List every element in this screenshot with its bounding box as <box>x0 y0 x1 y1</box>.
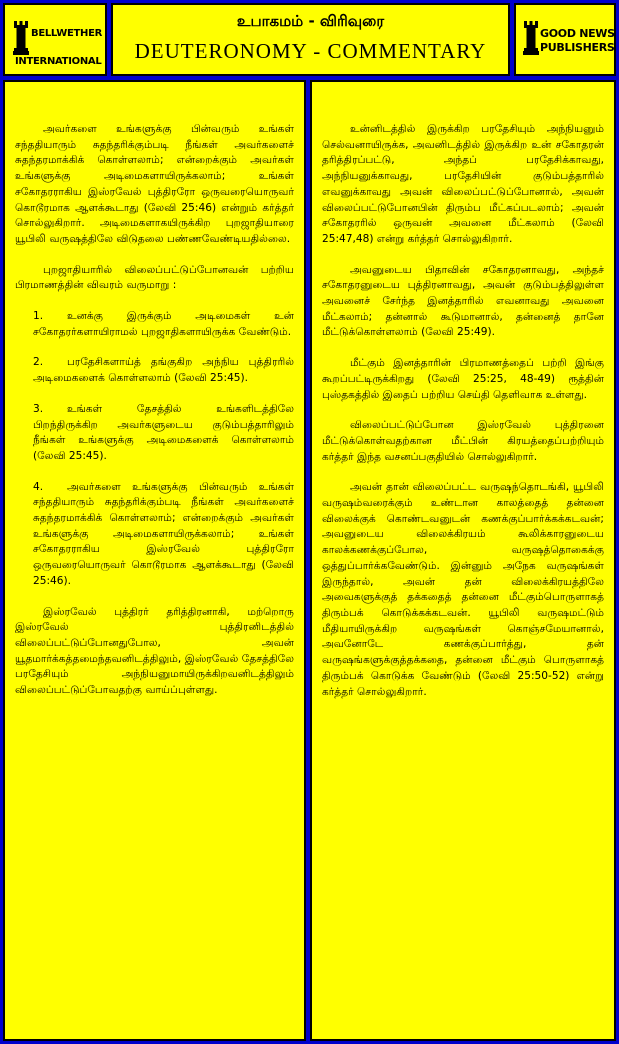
paragraph: உன்னிடத்தில் இருக்கிற பரதேசியும் அந்நியனும் செல்வனாயிருக்க, அவனிடத்தில் இருக்கிற உன் சகோதரன் தரித்திரப்பட்டு, அந்தப் பரதேசிக்காவது, அந்நியனுக்காவது, பரதேசியின் குடும்பத்தாரில் எவனுக்காவது அவன் விலைப்பட்டுப்போனால், அவன் விலைப்பட்டுபோனபின் திரும்ப மீட்கப்படலாம்; அவன் சகோதரரில் ஒருவன் அவனை மீட்கலாம் (லேவி 25:47,48) என்று கர்த்தர் சொல்லுகிறார். <box>322 123 604 245</box>
paragraph: இஸ்ரவேல் புத்திரர் தரித்திரனாகி, மற்றொரு இஸ்ரவேல் புத்திரனிடத்தில் விலைப்பட்டுப்போனதுபோல, அவன் யூதமார்க்கத்தமைந்தவனிடத்திலும், இஸ்ரவேல் தேசத்திலே பரதேசியும் அந்நியனுமாயிருக்கிறவனிடத்திலும் விலைப்பட்டுப்போவதற்கு வாய்ப்புள்ளது. <box>15 605 294 697</box>
right-column <box>310 80 616 1041</box>
title-banner <box>111 3 510 76</box>
list-item <box>15 480 294 590</box>
list-number: 1. <box>33 310 44 323</box>
left-column <box>3 80 306 1041</box>
list-text: அவர்களை உங்களுக்கு பின்வரும் உங்கள் சந்ததியாரும் சுதந்தரிக்கும்படி நீங்கள் அவர்களைச் சுதந்தரமாக்கிக் கொள்ளலாம்; என்றைக்கும் அவர்கள் உங்களுக்கு அடிமைகளாயிருக்கலாம்; உங்கள் சகோதரராகிய இஸ்ரவேல் புத்திரரோ ஒருவரையொருவர் கொடூரமாக ஆளக்கூடாது (லேவி 25:46). <box>33 480 294 587</box>
bellwether-logo <box>3 3 107 76</box>
right-column-text <box>322 122 604 715</box>
paragraph: மீட்கும் இனத்தாரின் பிரமாணத்தைப் பற்றி இங்கு கூறப்பட்டிருக்கிறது (லேவி 25:25, 48-49) ரூத்தின் புஸ்தகத்தில் இதைப் பற்றிய செய்தி தெளிவாக உள்ளது. <box>322 357 604 401</box>
list-number: 3. <box>33 402 44 415</box>
good-news-logo <box>514 3 616 76</box>
list-number: 2. <box>33 356 44 369</box>
page-title-tamil: உபாகமம் - விரிவுரை <box>236 12 385 30</box>
logo-line-2: PUBLISHERS <box>540 41 615 54</box>
chess-rook-icon <box>13 21 29 55</box>
page-title-english: DEUTERONOMY - COMMENTARY <box>134 39 487 63</box>
logo-line-1: GOOD NEWS <box>540 27 615 40</box>
list-text: பரதேசிகளாய்த் தங்குகிற அந்நிய புத்திரரில் அடிமைகளைக் கொள்ளலாம் (லேவி 25:45). <box>33 356 294 385</box>
left-column-text <box>15 122 294 714</box>
list-text: உங்கள் தேசத்தில் உங்களிடத்திலே பிறந்திருக்கிற அவர்களுடைய குடும்பத்தாரிலும் நீங்கள் உங்களுக்கு அடிமைகளைக் கொள்ளலாம் (லேவி 25:45). <box>33 402 294 462</box>
logo-line-1: BELLWETHER <box>31 28 103 39</box>
paragraph: அவர்களை உங்களுக்கு பின்வரும் உங்கள் சந்ததியாரும் சுதந்தரிக்கும்படி நீங்கள் அவர்களைச் சுதந்தரமாக்கிக் கொள்ளலாம்; என்றைக்கும் அவர்கள் உங்களுக்கு அடிமைகளாயிருக்கலாம்; உங்கள் சகோதரராகிய இஸ்ரவேல் புத்திரரோ ஒருவரையொருவர் கொடூரமாக ஆளக்கூடாது (லேவி 25:46) என்றும் கர்த்தர் சொல்லுகிறார். அடிமைகளாகயிருக்கிற புறஜாதியாரை யூபிலி வருஷத்திலே விடுதலை பண்ணவேண்டியதில்லை. <box>15 123 294 245</box>
chess-rook-icon <box>523 21 539 55</box>
paragraph: அவனுடைய பிதாவின் சகோதரனாவது, அந்தச் சகோதரனுடைய புத்திரனாவது, அவன் குடும்பத்திலுள்ள அவனைச் சேர்ந்த இனத்தாரில் எவனாவது அவனை மீட்கலாம்; தன்னால் கூடுமானால், தன்னைத் தானே மீட்டுக்கொள்ளலாம் (லேவி 25:49). <box>322 263 604 339</box>
list-item <box>15 355 294 386</box>
paragraph: புறஜாதியாரில் விலைப்பட்டுப்போனவன் பற்றிய பிரமாணத்தின் விவரம் வருமாறு : <box>15 263 294 292</box>
paragraph: அவன் தான் விலைப்பட்ட வருஷந்தொடங்கி, யூபிலி வருஷம்வரைக்கும் உண்டான காலத்தைத் தன்னை விலைக்குக் கொண்டவனுடன் கணக்குப்பார்க்கக்கடவன்; அவனுடைய விலைக்கிரயம் கூலிக்காரனுடைய காலக்கணக்குப்போல, வருஷத்தொகைக்கு ஒத்துப்பார்க்கவேண்டும். இன்னும் அநேக வருஷங்கள் இருந்தால், அவன் தன் விலைக்கிரயத்திலே அவைகளுக்குத் தக்கதைத் தன்னை மீட்கும்பொருளாகத் திரும்பக் கொடுக்கக்கடவன். யூபிலி வருஷமட்டும் மீதியாயிருக்கிற வருஷங்கள் கொஞ்சமேயானால், அவனோடே கணக்குப்பார்த்து, தன் வருஷங்களுக்குத்தக்கதை, தன்னை மீட்கும் பொருளாகத் திரும்பக் கொடுக்க வேண்டும் (லேவி 25:50-52) என்று கர்த்தர் சொல்லுகிறார். <box>322 481 604 698</box>
list-text: உனக்கு இருக்கும் அடிமைகள் உன் சகோதரர்களாயிராமல் புறஜாதிகளாயிருக்க வேண்டும். <box>33 310 294 338</box>
paragraph: விலைப்பட்டுப்போன இஸ்ரவேல் புத்திரனை மீட்டுக்கொள்வதற்கான மீட்பின் கிரயத்தைப்பற்றியும் கர்த்தர் இந்த வசனப்பகுதியில் சொல்லுகிறார். <box>322 419 604 463</box>
list-number: 4. <box>33 480 44 493</box>
list-item <box>15 402 294 465</box>
logo-line-2: INTERNATIONAL <box>15 56 102 67</box>
list-item <box>15 309 294 340</box>
numbered-list <box>15 309 294 590</box>
